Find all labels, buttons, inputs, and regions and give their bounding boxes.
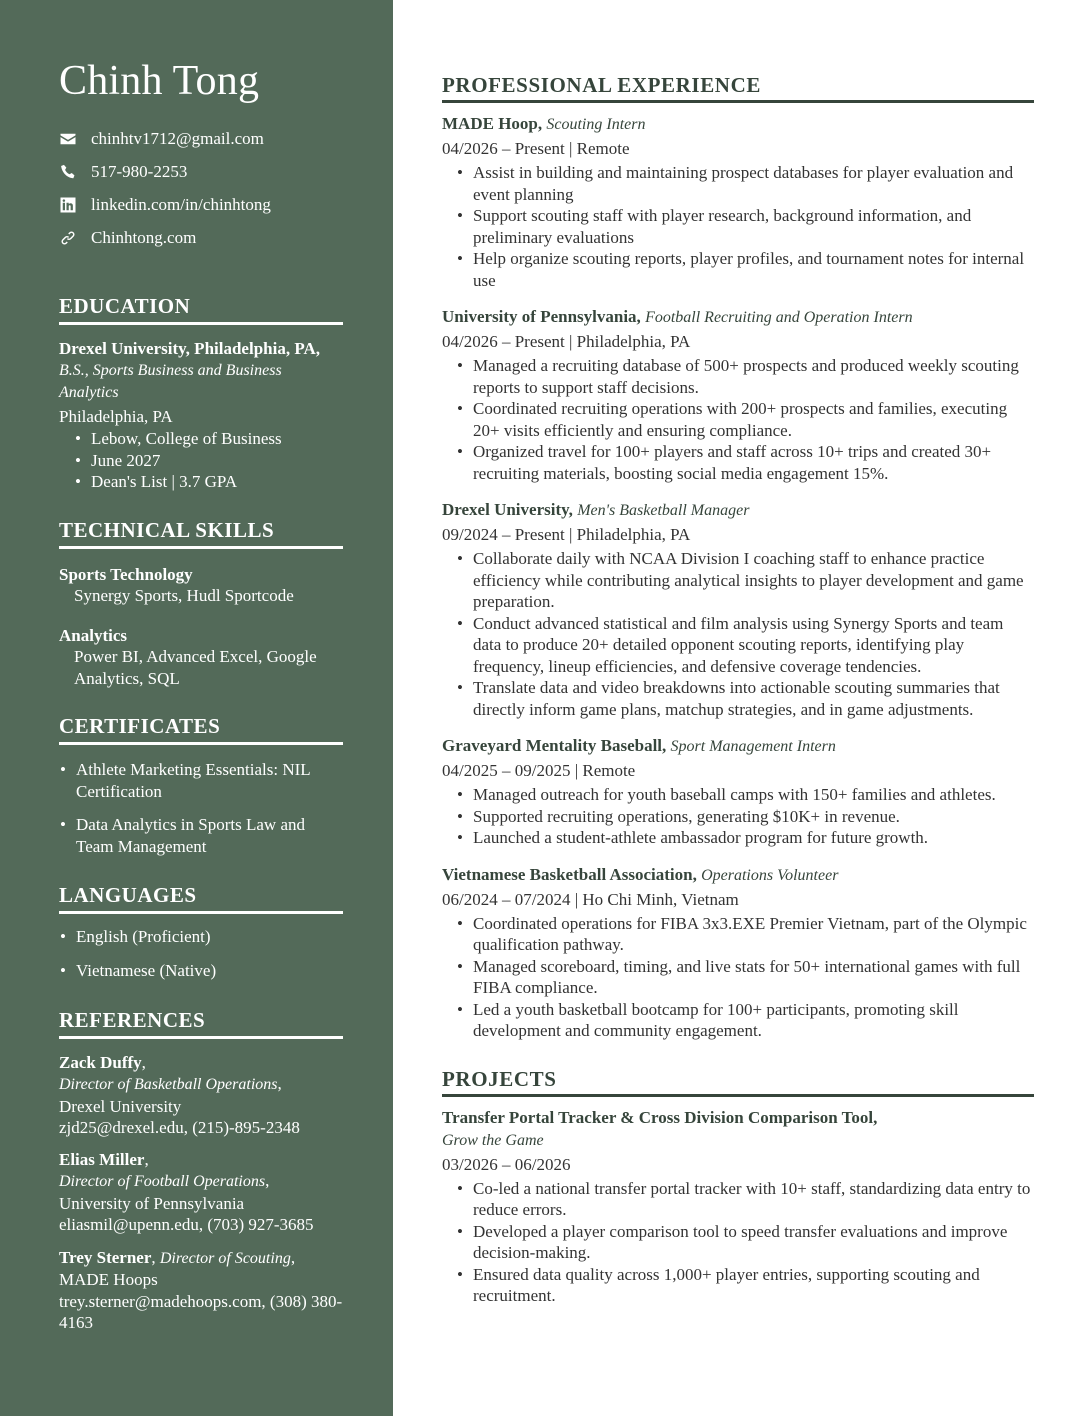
skill-group	[59, 560, 344, 607]
education-entry	[59, 336, 344, 403]
skills-section	[59, 518, 344, 690]
languages-section	[59, 883, 344, 982]
job-role: Operations Volunteer	[701, 866, 839, 884]
certificates-list	[59, 756, 344, 858]
contact-linkedin[interactable]	[59, 188, 344, 221]
project-bullets	[442, 1178, 1034, 1307]
job-role: Sport Management Intern	[670, 738, 836, 755]
reference-name: Zack Duffy	[59, 1052, 142, 1072]
job-entry	[442, 306, 1034, 484]
phone-icon	[59, 163, 77, 181]
job-org: Drexel University,	[442, 500, 573, 519]
contact-phone[interactable]	[59, 155, 344, 188]
job-dates-location: 06/2024 – 07/2024 | Ho Chi Minh, Vietnam	[442, 889, 739, 909]
project-org: Grow the Game	[442, 1131, 544, 1149]
reference-contact: trey.sterner@madehoops.com, (308) 380-4163	[59, 1291, 343, 1332]
reference-name: Trey Sterner	[59, 1247, 152, 1267]
reference-name: Elias Miller	[59, 1149, 145, 1169]
job-org: University of Pennsylvania,	[442, 307, 641, 326]
list-item: • Support scouting staff with player research, background information, and preliminary evaluations	[457, 205, 1034, 248]
job-role: Football Recruiting and Operation Intern	[645, 309, 913, 326]
education-details	[59, 428, 344, 493]
education-school: Drexel University, Philadelphia, PA,	[59, 339, 320, 358]
list-item: • June 2027	[75, 450, 344, 472]
reference-entry: Elias Miller, Director of Football Operations, University of Pennsylvania eliasmil@upenn.edu, (703) 927-3685	[59, 1149, 314, 1234]
email-icon	[59, 130, 77, 148]
projects-section	[442, 1067, 1034, 1307]
contact-website[interactable]	[59, 221, 344, 254]
contact-list	[59, 122, 344, 254]
job-role: Men's Basketball Manager	[577, 502, 750, 519]
education-section	[59, 294, 344, 493]
linkedin-icon	[59, 196, 77, 214]
list-item: • Assist in building and maintaining prospect databases for player evaluation and event planning	[457, 162, 1034, 205]
job-entry	[442, 735, 1034, 849]
job-dates-location: 09/2024 – Present | Philadelphia, PA	[442, 525, 691, 544]
list-item: • Organized travel for 100+ players and staff across 10+ trips and created 30+ recruiting materials, boosting social media engagement 15%.	[457, 441, 1034, 484]
reference-org: Drexel University	[59, 1096, 182, 1116]
skill-category: Sports Technology	[59, 564, 193, 584]
contact-website-text: Chinhtong.com	[91, 227, 197, 247]
job-entry	[442, 864, 1034, 1042]
job-bullets	[442, 548, 1034, 720]
main-content	[442, 0, 1034, 1322]
job-bullets	[442, 913, 1034, 1042]
list-item: • Coordinated recruiting operations with 200+ prospects and families, executing 20+ visits efficiently and ensuring compliance.	[457, 398, 1034, 441]
list-item: • Help organize scouting reports, player profiles, and tournament notes for internal use	[457, 248, 1034, 291]
reference-org: University of Pennsylvania	[59, 1193, 245, 1213]
project-entry	[442, 1107, 1034, 1307]
contact-email-text: chinhtv1712@gmail.com	[91, 128, 264, 148]
job-dates-location: 04/2026 – Present | Philadelphia, PA	[442, 332, 691, 351]
reference-org: MADE Hoops	[59, 1270, 158, 1289]
experience-heading: PROFESSIONAL EXPERIENCE	[442, 73, 1034, 103]
education-degree: B.S., Sports Business and Business Analytics	[59, 362, 282, 401]
job-bullets	[442, 355, 1034, 484]
languages-heading: LANGUAGES	[59, 883, 343, 914]
skill-category: Analytics	[59, 625, 127, 645]
list-item: • Athlete Marketing Essentials: NIL Certification	[59, 759, 344, 803]
list-item: • Vietnamese (Native)	[59, 960, 344, 982]
job-bullets	[442, 784, 1034, 849]
reference-contact: eliasmil@upenn.edu, (703) 927-3685	[59, 1215, 314, 1234]
list-item: • Managed outreach for youth baseball camps with 150+ families and athletes.	[457, 784, 1034, 806]
certificates-section	[59, 714, 344, 858]
job-org: Graveyard Mentality Baseball,	[442, 736, 667, 755]
contact-linkedin-text: linkedin.com/in/chinhtong	[91, 194, 271, 214]
list-item: • Developed a player comparison tool to speed transfer evaluations and improve decision-making.	[457, 1221, 1034, 1264]
project-dates: 03/2026 – 06/2026	[442, 1154, 571, 1174]
reference-title: Director of Scouting	[159, 1249, 291, 1267]
job-bullets	[442, 162, 1034, 291]
list-item: • Dean's List | 3.7 GPA	[75, 471, 344, 493]
reference-contact: zjd25@drexel.edu, (215)-895-2348	[59, 1118, 300, 1137]
list-item: • Collaborate daily with NCAA Division I coaching staff to enhance practice efficiency while contributing analytical insights to player development and game preparation.	[457, 548, 1034, 613]
skills-heading: TECHNICAL SKILLS	[59, 518, 343, 549]
list-item: • Data Analytics in Sports Law and Team Management	[59, 814, 344, 858]
list-item: • Co-led a national transfer portal tracker with 10+ staff, standardizing data entry to reduce errors.	[457, 1178, 1034, 1221]
languages-list	[59, 925, 344, 982]
contact-phone-text: 517-980-2253	[91, 161, 188, 181]
link-icon	[59, 229, 77, 247]
certificates-heading: CERTIFICATES	[59, 714, 343, 745]
contact-email[interactable]	[59, 122, 344, 155]
list-item: • Managed a recruiting database of 500+ prospects and produced weekly scouting reports to support staff decisions.	[457, 355, 1034, 398]
list-item: • Supported recruiting operations, generating $10K+ in revenue.	[457, 806, 1034, 828]
job-org: MADE Hoop,	[442, 114, 543, 133]
skill-list: Synergy Sports, Hudl Sportcode	[74, 585, 294, 605]
reference-entry: Trey Sterner, Director of Scouting, MADE Hoops trey.sterner@madehoops.com, (308) 380-4163	[59, 1247, 343, 1332]
list-item: • Lebow, College of Business	[75, 428, 344, 450]
project-name: Transfer Portal Tracker & Cross Division Comparison Tool,	[442, 1107, 878, 1127]
education-heading: EDUCATION	[59, 294, 343, 325]
experience-section	[442, 73, 1034, 1042]
references-section	[59, 1008, 344, 1334]
job-dates-location: 04/2025 – 09/2025 | Remote	[442, 761, 636, 780]
skill-list: Power BI, Advanced Excel, Google Analytics, SQL	[74, 646, 317, 688]
job-org: Vietnamese Basketball Association,	[442, 864, 697, 884]
reference-title: Director of Basketball Operations	[59, 1076, 278, 1093]
sidebar	[0, 0, 393, 1416]
list-item: • Ensured data quality across 1,000+ player entries, supporting scouting and recruitment.	[457, 1264, 1034, 1307]
job-entry	[442, 113, 1034, 291]
projects-heading: PROJECTS	[442, 1067, 1034, 1097]
list-item: • Launched a student-athlete ambassador program for future growth.	[457, 827, 1034, 849]
candidate-name: Chinh Tong	[59, 58, 260, 104]
reference-title: Director of Football Operations	[59, 1173, 266, 1190]
references-heading: REFERENCES	[59, 1008, 343, 1039]
job-entry	[442, 499, 1034, 720]
list-item: • Led a youth basketball bootcamp for 100+ participants, promoting skill development and community engagement.	[457, 999, 1034, 1042]
skill-group	[59, 625, 344, 690]
reference-entry: Zack Duffy, Director of Basketball Operations, Drexel University zjd25@drexel.edu, (215)-895-2348	[59, 1052, 300, 1137]
list-item: • Coordinated operations for FIBA 3x3.EXE Premier Vietnam, part of the Olympic qualification pathway.	[457, 913, 1034, 956]
list-item: • Translate data and video breakdowns into actionable scouting summaries that directly inform game plans, matchup strategies, and in game adjustments.	[457, 677, 1034, 720]
job-role: Scouting Intern	[546, 116, 646, 133]
list-item: • English (Proficient)	[59, 926, 344, 948]
job-dates-location: 04/2026 – Present | Remote	[442, 139, 630, 158]
list-item: • Conduct advanced statistical and film analysis using Synergy Sports and team data to produce 20+ detailed opponent scouting reports, identifying play frequency, lineup efficiencies, and defensive coverage tendencies.	[457, 613, 1034, 678]
education-location: Philadelphia, PA	[59, 407, 173, 426]
list-item: • Managed scoreboard, timing, and live stats for 50+ international games with full FIBA compliance.	[457, 956, 1034, 999]
